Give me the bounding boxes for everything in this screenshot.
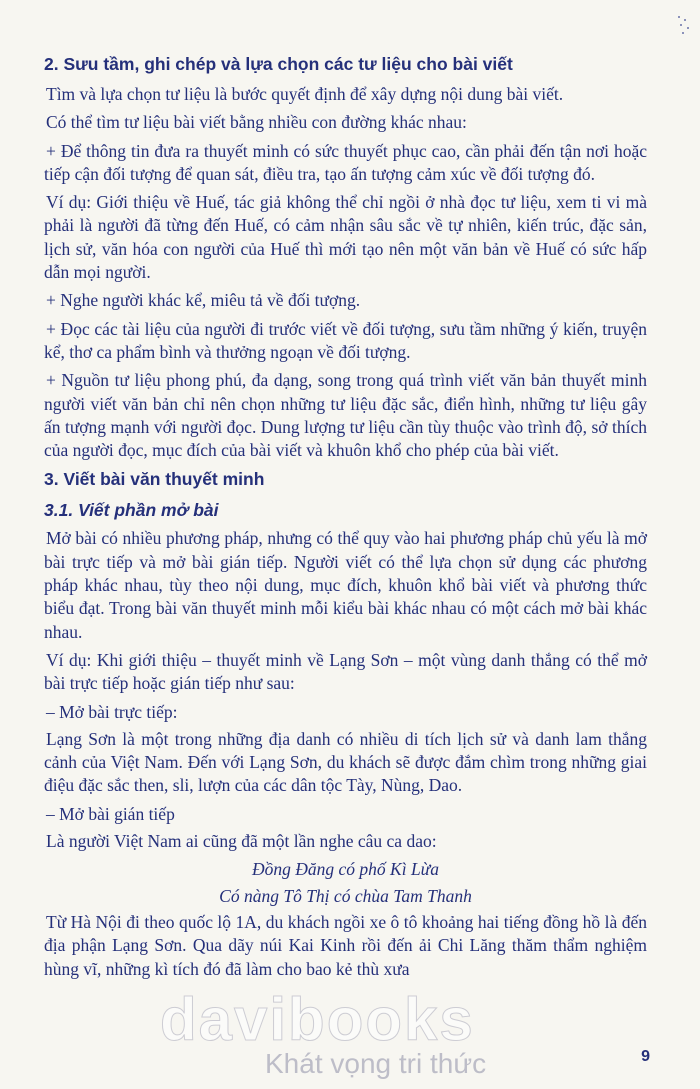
page-content — [44, 52, 647, 986]
section-3-heading: 3. Viết bài văn thuyết minh — [44, 469, 265, 490]
watermark-logo: davibooks — [160, 986, 475, 1053]
poem-line: Đồng Đăng có phố Kì Lừa — [252, 859, 439, 880]
paragraph: Có thể tìm tư liệu bài viết bằng nhiều con đường khác nhau: — [46, 112, 467, 133]
section-3-1-heading: 3.1. Viết phần mở bài — [44, 500, 219, 521]
watermark-slogan: Khát vọng tri thức — [265, 1048, 487, 1079]
paragraph: + Nghe người khác kể, miêu tả về đối tượng. — [46, 290, 361, 311]
corner-dots — [674, 14, 694, 38]
paragraph: Tìm và lựa chọn tư liệu là bước quyết định để xây dựng nội dung bài viết. — [46, 84, 564, 104]
paragraph: Lạng Sơn là một trong những địa danh có nhiều di tích lịch sử và danh lam thắng cảnh của Việt Nam. Đến với Lạng Sơn, du khách sẽ được đắm chìm trong những giai điệu đặc sắc then, sli, lượn của các dân tộc Tày, Nùng, Dao. — [44, 728, 647, 796]
paragraph: Ví dụ: Khi giới thiệu – thuyết minh về Lạng Sơn – một vùng danh thắng có thể mở bài trực tiếp hoặc gián tiếp như sau: — [44, 649, 647, 694]
poem-line: Có nàng Tô Thị có chùa Tam Thanh — [219, 885, 472, 906]
paragraph: + Nguồn tư liệu phong phú, đa dạng, song trong quá trình viết văn bản thuyết minh người viết văn bản chỉ nên chọn những tư liệu đặc sắc, điển hình, những tư liệu gây ấn tượng mạnh với người đọc. Dung lượng tư liệu cần tùy thuộc vào trình độ, sở thích của người đọc, mục đích của bài viết và khuôn khổ cho phép của bài viết. — [44, 370, 647, 461]
paragraph: Là người Việt Nam ai cũng đã một lần nghe câu ca dao: — [46, 831, 437, 852]
paragraph: Mở bài có nhiều phương pháp, nhưng có thể quy vào hai phương pháp chủ yếu là mở bài trực tiếp và mở bài gián tiếp. Người viết có thể lựa chọn sử dụng các phương pháp khác nhau, tùy theo nội dung, mục đích, khuôn khổ bài viết và phương thức biểu đạt. Trong bài văn thuyết minh mỗi kiểu bài khác nhau có một cách mở bài khác nhau. — [44, 528, 647, 642]
paragraph: – Mở bài gián tiếp — [46, 803, 175, 824]
paragraph: Ví dụ: Giới thiệu về Huế, tác giả không thể chỉ ngồi ở nhà đọc tư liệu, xem ti vi mà phải là người đã từng đến Huế, có cảm nhận sâu sắc về tự nhiên, kiến trúc, đặc sản, lịch sử, văn hóa con người của Huế thì mới tạo nên một văn bản về Huế có sức hấp dẫn mọi người. — [44, 192, 647, 283]
page-number: 9 — [641, 1048, 650, 1065]
paragraph: + Đọc các tài liệu của người đi trước viết về đối tượng, sưu tầm những ý kiến, truyện kể, thơ ca phẩm bình và thưởng ngoạn về đối tượng. — [44, 318, 647, 362]
paragraph: – Mở bài trực tiếp: — [46, 701, 178, 722]
paragraph: Từ Hà Nội đi theo quốc lộ 1A, du khách ngồi xe ô tô khoảng hai tiếng đồng hồ là đến địa phận Lạng Sơn. Qua dãy núi Kai Kinh rồi đến ải Chi Lăng thăm thẩm nghiệm hùng vĩ, những kì tích đó đã làm cho bao kẻ thù xưa — [44, 911, 647, 979]
section-2-heading: 2. Sưu tầm, ghi chép và lựa chọn các tư liệu cho bài viết — [44, 54, 513, 74]
paragraph: + Để thông tin đưa ra thuyết minh có sức thuyết phục cao, cần phải đến tận nơi hoặc tiếp cận đối tượng để quan sát, điều tra, tạo ấn tượng cảm xúc về đối tượng đó. — [44, 140, 647, 184]
